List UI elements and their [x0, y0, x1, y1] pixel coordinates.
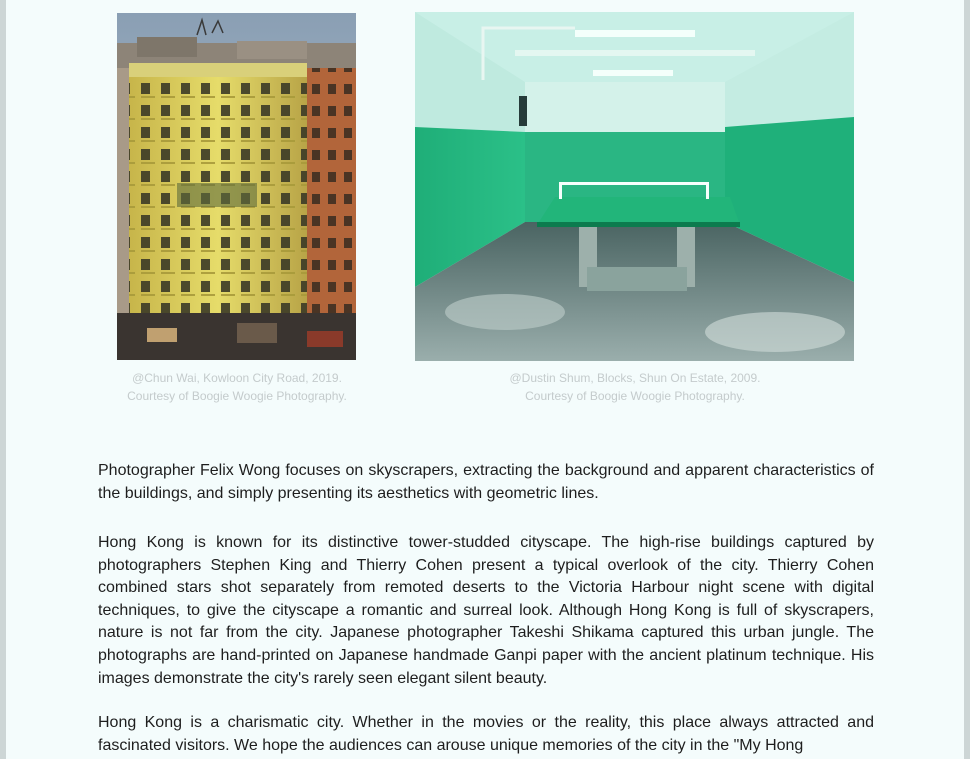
caption-line: @Chun Wai, Kowloon City Road, 2019. — [132, 371, 342, 385]
kowloon-city-building-photo — [117, 13, 356, 360]
yellow-building-photo-icon — [117, 13, 356, 360]
caption-line: @Dustin Shum, Blocks, Shun On Estate, 2009. — [509, 371, 761, 385]
caption-credit: Courtesy of Boogie Woogie Photography. — [127, 389, 347, 403]
article-page — [6, 0, 964, 759]
paragraph-hong-kong-cityscape: Hong Kong is known for its distinctive tower-studded cityscape. The high-rise buildings captured by photographers Stephen King and Thierry Cohen present a typical overlook of the city. Thierry Cohen combined stars shot separately from remoted deserts to the Victoria Harbour night scene with digital techniques, to give the cityscape a romantic and surreal look. Although Hong Kong is full of skyscrapers, nature is not far from the city. Japanese photographer Takeshi Shikama captured this urban jungle. The photographs are hand-printed on Japanese handmade Ganpi paper with the ancient platinum technique. His images demonstrate the city's rarely seen elegant silent beauty. — [98, 534, 874, 687]
photo-caption-chun-wai — [92, 369, 382, 405]
paragraph-felix-wong: Photographer Felix Wong focuses on skyscrapers, extracting the background and apparent characteristics of the buildings, and simply presenting its aesthetics with geometric lines. — [98, 462, 874, 502]
paragraph-charismatic-city: Hong Kong is a charismatic city. Whether in the movies or the reality, this place always attracted and fascinated visitors. We hope the audiences can arouse unique memories of the city in the "My Hong — [98, 714, 874, 754]
caption-credit: Courtesy of Boogie Woogie Photography. — [525, 389, 745, 403]
green-ping-pong-table-photo-icon — [415, 12, 854, 361]
photo-caption-dustin-shum — [455, 369, 815, 405]
ping-pong-room-photo — [415, 12, 854, 361]
